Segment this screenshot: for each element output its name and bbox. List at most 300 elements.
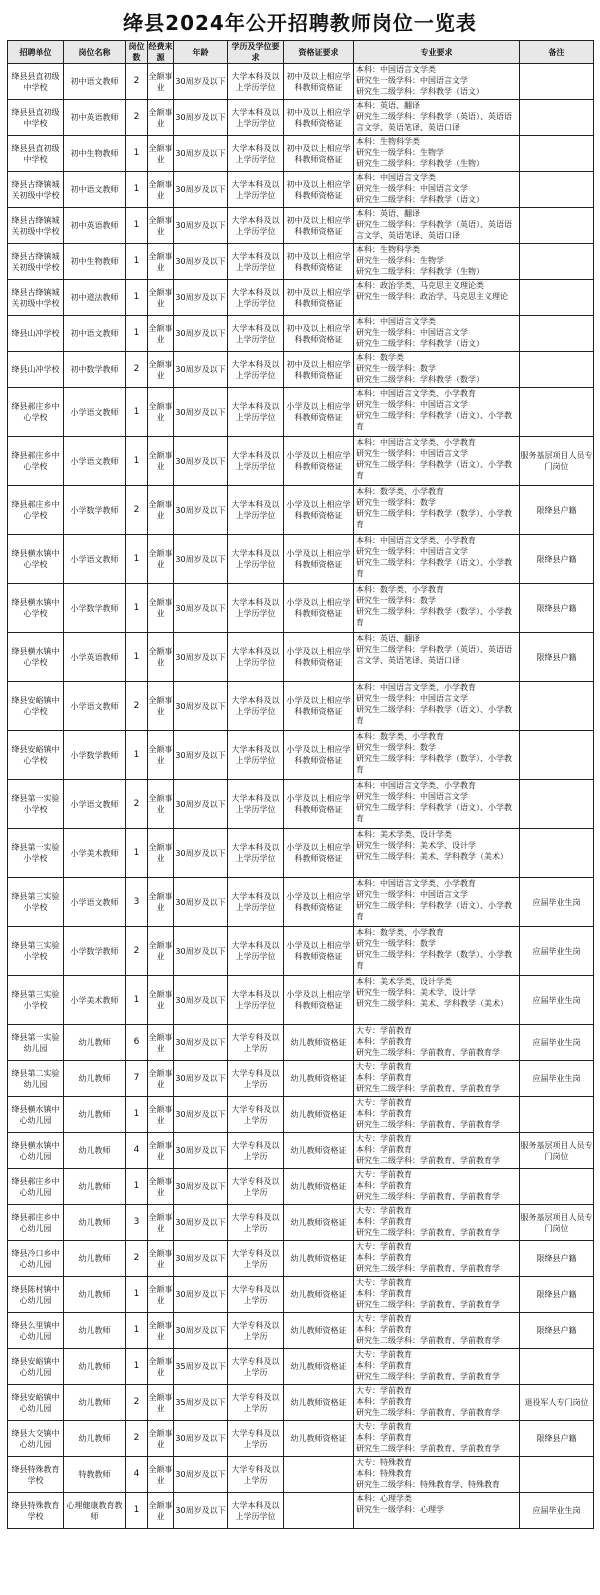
table-row [8, 1313, 594, 1349]
cell-major: 本科：中国语言文学类 研究生一级学科：中国语言文学 研究生二级学科：学科教学（语文） [354, 316, 520, 352]
cell-major: 本科：生物科学类 研究生一级学科：生物学 研究生二级学科：学科教学（生物） [354, 136, 520, 172]
cell-education: 大学本科及以上学历学位 [228, 535, 284, 584]
table-row [8, 1277, 594, 1313]
cell-fund: 全额事业 [148, 136, 174, 172]
cell-certificate: 幼儿教师资格证 [284, 1241, 354, 1277]
cell-count: 1 [126, 535, 148, 584]
cell-unit: 绛县郝庄乡中心幼儿园 [8, 1169, 64, 1205]
cell-major: 本科：心理学类 研究生一级学科：心理学 [354, 1493, 520, 1529]
cell-post: 特教教师 [64, 1457, 126, 1493]
cell-post: 幼儿教师 [64, 1241, 126, 1277]
cell-unit: 绛县安峪镇中心学校 [8, 731, 64, 780]
cell-unit: 绛县冷口乡中心幼儿园 [8, 1241, 64, 1277]
header-post: 岗位名称 [64, 41, 126, 64]
cell-fund: 全额事业 [148, 1133, 174, 1169]
cell-major: 大专：特殊教育 本科：特殊教育 研究生二级学科：特殊教育学、特殊教育 [354, 1457, 520, 1493]
cell-education: 大学本科及以上学历学位 [228, 731, 284, 780]
cell-unit: 绛县安峪镇中心幼儿园 [8, 1385, 64, 1421]
cell-count: 1 [126, 280, 148, 316]
cell-fund: 全额事业 [148, 1385, 174, 1421]
table-row [8, 136, 594, 172]
cell-major: 大专：学前教育 本科：学前教育 研究生二级学科：学前教育、学前教育学 [354, 1133, 520, 1169]
cell-fund: 全额事业 [148, 352, 174, 388]
cell-unit: 绛县横水镇中心幼儿园 [8, 1133, 64, 1169]
cell-age: 30周岁及以下 [174, 1277, 228, 1313]
header-education: 学历及学位要求 [228, 41, 284, 64]
cell-count: 1 [126, 1277, 148, 1313]
cell-major: 本科：数学类、小学教育 研究生一级学科：数学 研究生二级学科：学科教学（数学）、小学教育 [354, 486, 520, 535]
cell-major: 大专：学前教育 本科：学前教育 研究生二级学科：学前教育、学前教育学 [354, 1025, 520, 1061]
positions-table [7, 40, 594, 1529]
cell-education: 大学本科及以上学历学位 [228, 280, 284, 316]
cell-age: 30周岁及以下 [174, 172, 228, 208]
cell-age: 30周岁及以下 [174, 731, 228, 780]
cell-education: 大学本科及以上学历学位 [228, 780, 284, 829]
cell-certificate: 小学及以上相应学科教师资格证 [284, 682, 354, 731]
cell-major: 本科：中国语言文学类 研究生一级学科：中国语言文学 研究生二级学科：学科教学（语文） [354, 64, 520, 100]
cell-certificate: 幼儿教师资格证 [284, 1061, 354, 1097]
table-row [8, 208, 594, 244]
header-fund: 经费来源 [148, 42, 173, 62]
cell-count: 1 [126, 976, 148, 1025]
cell-post: 幼儿教师 [64, 1169, 126, 1205]
cell-major: 大专：学前教育 本科：学前教育 研究生二级学科：学前教育、学前教育学 [354, 1097, 520, 1133]
cell-note [520, 64, 594, 100]
cell-education: 大学本科及以上学历学位 [228, 829, 284, 878]
cell-unit: 绛县第三实验小学校 [8, 927, 64, 976]
cell-education: 大学专科及以上学历 [228, 1421, 284, 1457]
cell-note: 限绛县户籍 [520, 1421, 594, 1457]
header-unit: 招聘单位 [8, 41, 64, 64]
cell-note [520, 100, 594, 136]
table-row [8, 535, 594, 584]
cell-post: 初中数学教师 [64, 352, 126, 388]
cell-note [520, 280, 594, 316]
cell-fund: 全额事业 [148, 682, 174, 731]
cell-certificate: 初中及以上相应学科教师资格证 [284, 280, 354, 316]
cell-count: 1 [126, 316, 148, 352]
cell-fund: 全额事业 [148, 731, 174, 780]
cell-fund: 全额事业 [148, 780, 174, 829]
table-row [8, 633, 594, 682]
cell-major: 本科：美术学类、设计学类 研究生一级学科：美术学、设计学 研究生二级学科：美术、学科教学（美术） [354, 829, 520, 878]
cell-education: 大学专科及以上学历 [228, 1205, 284, 1241]
cell-fund: 全额事业 [148, 584, 174, 633]
cell-note: 服务基层项目人员专门岗位 [520, 437, 594, 486]
cell-unit: 绛县第三实验小学校 [8, 976, 64, 1025]
cell-major: 大专：学前教育 本科：学前教育 研究生二级学科：学前教育、学前教育学 [354, 1169, 520, 1205]
cell-education: 大学本科及以上学历学位 [228, 437, 284, 486]
cell-post: 幼儿教师 [64, 1205, 126, 1241]
cell-major: 大专：学前教育 本科：学前教育 研究生二级学科：学前教育、学前教育学 [354, 1241, 520, 1277]
cell-fund: 全额事业 [148, 388, 174, 437]
cell-major: 本科：英语、翻译 研究生二级学科：学科教学（英语）、英语语言文学、英语笔译、英语口译 [354, 100, 520, 136]
cell-post: 小学美术教师 [64, 829, 126, 878]
cell-post: 幼儿教师 [64, 1313, 126, 1349]
cell-count: 2 [126, 352, 148, 388]
cell-fund: 全额事业 [148, 208, 174, 244]
header-age: 年龄 [174, 41, 228, 64]
cell-age: 30周岁及以下 [174, 64, 228, 100]
cell-note [520, 731, 594, 780]
table-row [8, 1493, 594, 1529]
cell-age: 30周岁及以下 [174, 633, 228, 682]
cell-certificate: 小学及以上相应学科教师资格证 [284, 486, 354, 535]
cell-note: 限绛县户籍 [520, 1241, 594, 1277]
cell-fund: 全额事业 [148, 100, 174, 136]
table-row [8, 1349, 594, 1385]
cell-count: 2 [126, 100, 148, 136]
cell-note [520, 780, 594, 829]
cell-post: 初中语文教师 [64, 172, 126, 208]
table-header-row [8, 41, 594, 64]
table-row [8, 64, 594, 100]
cell-education: 大学专科及以上学历 [228, 1277, 284, 1313]
cell-age: 30周岁及以下 [174, 316, 228, 352]
cell-education: 大学本科及以上学历学位 [228, 682, 284, 731]
cell-post: 幼儿教师 [64, 1421, 126, 1457]
cell-age: 30周岁及以下 [174, 1169, 228, 1205]
cell-education: 大学本科及以上学历学位 [228, 136, 284, 172]
table-row [8, 244, 594, 280]
table-row [8, 280, 594, 316]
cell-certificate: 初中及以上相应学科教师资格证 [284, 244, 354, 280]
cell-post: 小学语文教师 [64, 780, 126, 829]
cell-certificate: 幼儿教师资格证 [284, 1421, 354, 1457]
cell-count: 1 [126, 1493, 148, 1529]
table-row [8, 1169, 594, 1205]
header-note: 备注 [520, 41, 594, 64]
cell-note: 应届毕业生岗 [520, 1025, 594, 1061]
cell-major: 本科：数学类 研究生一级学科：数学 研究生二级学科：学科教学（数学） [354, 352, 520, 388]
table-row [8, 1133, 594, 1169]
cell-certificate: 幼儿教师资格证 [284, 1169, 354, 1205]
cell-unit: 绛县古绛镇城关初级中学校 [8, 208, 64, 244]
cell-post: 幼儿教师 [64, 1061, 126, 1097]
cell-fund: 全额事业 [148, 927, 174, 976]
cell-count: 1 [126, 1169, 148, 1205]
cell-fund: 全额事业 [148, 1205, 174, 1241]
cell-fund: 全额事业 [148, 1457, 174, 1493]
cell-unit: 绛县县直初级中学校 [8, 136, 64, 172]
cell-note [520, 1457, 594, 1493]
cell-count: 2 [126, 927, 148, 976]
cell-education: 大学本科及以上学历学位 [228, 633, 284, 682]
cell-post: 小学英语教师 [64, 633, 126, 682]
cell-certificate: 小学及以上相应学科教师资格证 [284, 388, 354, 437]
table-row [8, 1241, 594, 1277]
cell-certificate: 小学及以上相应学科教师资格证 [284, 976, 354, 1025]
cell-unit: 绛县特殊教育学校 [8, 1493, 64, 1529]
table-body [8, 64, 594, 1529]
cell-note: 限绛县户籍 [520, 1277, 594, 1313]
cell-post: 幼儿教师 [64, 1133, 126, 1169]
cell-count: 2 [126, 1421, 148, 1457]
cell-note: 应届毕业生岗 [520, 976, 594, 1025]
cell-count: 1 [126, 1313, 148, 1349]
cell-certificate: 初中及以上相应学科教师资格证 [284, 316, 354, 352]
cell-certificate: 初中及以上相应学科教师资格证 [284, 64, 354, 100]
cell-unit: 绛县横水镇中心幼儿园 [8, 1097, 64, 1133]
cell-education: 大学本科及以上学历学位 [228, 584, 284, 633]
cell-count: 1 [126, 208, 148, 244]
cell-post: 小学语文教师 [64, 388, 126, 437]
cell-education: 大学专科及以上学历 [228, 1385, 284, 1421]
table-row [8, 352, 594, 388]
cell-post: 小学美术教师 [64, 976, 126, 1025]
table-row [8, 829, 594, 878]
cell-certificate [284, 1457, 354, 1493]
cell-certificate: 初中及以上相应学科教师资格证 [284, 100, 354, 136]
cell-major: 本科：中国语言文学类、小学教育 研究生一级学科：中国语言文学 研究生二级学科：学科教学（语文）、小学教育 [354, 388, 520, 437]
cell-age: 30周岁及以下 [174, 535, 228, 584]
cell-education: 大学本科及以上学历学位 [228, 878, 284, 927]
table-row [8, 388, 594, 437]
cell-note [520, 316, 594, 352]
cell-count: 1 [126, 388, 148, 437]
cell-age: 35周岁及以下 [174, 1349, 228, 1385]
cell-age: 35周岁及以下 [174, 1385, 228, 1421]
cell-note [520, 1349, 594, 1385]
cell-education: 大学本科及以上学历学位 [228, 388, 284, 437]
cell-age: 30周岁及以下 [174, 780, 228, 829]
cell-education: 大学本科及以上学历学位 [228, 352, 284, 388]
cell-note [520, 1169, 594, 1205]
cell-age: 30周岁及以下 [174, 1097, 228, 1133]
cell-post: 小学语文教师 [64, 437, 126, 486]
cell-age: 30周岁及以下 [174, 1025, 228, 1061]
cell-note: 限绛县户籍 [520, 1313, 594, 1349]
cell-note: 限绛县户籍 [520, 633, 594, 682]
cell-unit: 绛县第三实验小学校 [8, 878, 64, 927]
cell-certificate: 小学及以上相应学科教师资格证 [284, 829, 354, 878]
cell-post: 初中语文教师 [64, 316, 126, 352]
cell-age: 30周岁及以下 [174, 486, 228, 535]
cell-age: 30周岁及以下 [174, 280, 228, 316]
cell-certificate: 初中及以上相应学科教师资格证 [284, 172, 354, 208]
cell-post: 初中生物教师 [64, 136, 126, 172]
header-count: 岗位数 [126, 41, 148, 64]
cell-fund: 全额事业 [148, 64, 174, 100]
cell-fund: 全额事业 [148, 1421, 174, 1457]
cell-count: 1 [126, 1349, 148, 1385]
cell-fund: 全额事业 [148, 633, 174, 682]
cell-note: 应届毕业生岗 [520, 878, 594, 927]
cell-fund: 全额事业 [148, 280, 174, 316]
table-row [8, 1457, 594, 1493]
cell-certificate: 幼儿教师资格证 [284, 1349, 354, 1385]
cell-unit: 绛县山冲学校 [8, 352, 64, 388]
table-row [8, 682, 594, 731]
cell-count: 2 [126, 682, 148, 731]
cell-age: 30周岁及以下 [174, 100, 228, 136]
cell-post: 初中英语教师 [64, 100, 126, 136]
table-row [8, 584, 594, 633]
table-row [8, 1205, 594, 1241]
cell-major: 本科：中国语言文学类、小学教育 研究生一级学科：中国语言文学 研究生二级学科：学科教学（语文）、小学教育 [354, 780, 520, 829]
cell-education: 大学本科及以上学历学位 [228, 976, 284, 1025]
cell-major: 大专：学前教育 本科：学前教育 研究生二级学科：学前教育、学前教育学 [354, 1421, 520, 1457]
cell-certificate: 幼儿教师资格证 [284, 1385, 354, 1421]
cell-unit: 绛县大交镇中心幼儿园 [8, 1421, 64, 1457]
cell-age: 30周岁及以下 [174, 1133, 228, 1169]
cell-certificate: 幼儿教师资格证 [284, 1025, 354, 1061]
cell-fund: 全额事业 [148, 172, 174, 208]
cell-count: 1 [126, 633, 148, 682]
cell-note: 服务基层项目人员专门岗位 [520, 1205, 594, 1241]
cell-education: 大学本科及以上学历学位 [228, 316, 284, 352]
table-row [8, 976, 594, 1025]
cell-count: 2 [126, 1385, 148, 1421]
cell-fund: 全额事业 [148, 1061, 174, 1097]
cell-post: 心理健康教育教师 [64, 1493, 126, 1529]
cell-fund: 全额事业 [148, 1277, 174, 1313]
table-row [8, 878, 594, 927]
cell-education: 大学专科及以上学历 [228, 1349, 284, 1385]
cell-fund: 全额事业 [148, 316, 174, 352]
cell-major: 大专：学前教育 本科：学前教育 研究生二级学科：学前教育、学前教育学 [354, 1313, 520, 1349]
header-certificate: 资格证要求 [284, 41, 354, 64]
cell-education: 大学本科及以上学历学位 [228, 1493, 284, 1529]
cell-education: 大学专科及以上学历 [228, 1061, 284, 1097]
cell-major: 本科：数学类、小学教育 研究生一级学科：数学 研究生二级学科：学科教学（数学）、小学教育 [354, 927, 520, 976]
cell-note [520, 172, 594, 208]
cell-note: 限绛县户籍 [520, 486, 594, 535]
cell-note [520, 682, 594, 731]
cell-unit: 绛县第一实验小学校 [8, 780, 64, 829]
cell-fund: 全额事业 [148, 829, 174, 878]
cell-age: 30周岁及以下 [174, 1421, 228, 1457]
cell-fund: 全额事业 [148, 1241, 174, 1277]
cell-age: 30周岁及以下 [174, 976, 228, 1025]
cell-count: 1 [126, 172, 148, 208]
cell-age: 30周岁及以下 [174, 244, 228, 280]
cell-post: 幼儿教师 [64, 1277, 126, 1313]
cell-age: 30周岁及以下 [174, 208, 228, 244]
table-row [8, 927, 594, 976]
table-row [8, 1097, 594, 1133]
cell-unit: 绛县第二实验幼儿园 [8, 1061, 64, 1097]
cell-fund: 全额事业 [148, 1493, 174, 1529]
cell-education: 大学本科及以上学历学位 [228, 244, 284, 280]
cell-post: 小学语文教师 [64, 878, 126, 927]
cell-major: 大专：学前教育 本科：学前教育 研究生二级学科：学前教育、学前教育学 [354, 1385, 520, 1421]
cell-major: 本科：中国语言文学类、小学教育 研究生一级学科：中国语言文学 研究生二级学科：学科教学（语文）、小学教育 [354, 437, 520, 486]
cell-certificate: 小学及以上相应学科教师资格证 [284, 731, 354, 780]
table-row [8, 486, 594, 535]
cell-education: 大学专科及以上学历 [228, 1097, 284, 1133]
cell-count: 2 [126, 1241, 148, 1277]
cell-fund: 全额事业 [148, 535, 174, 584]
cell-age: 30周岁及以下 [174, 136, 228, 172]
cell-unit: 绛县古绛镇城关初级中学校 [8, 244, 64, 280]
cell-fund: 全额事业 [148, 1025, 174, 1061]
cell-note: 应届毕业生岗 [520, 927, 594, 976]
cell-certificate [284, 1493, 354, 1529]
cell-count: 1 [126, 829, 148, 878]
cell-note: 限绛县户籍 [520, 584, 594, 633]
cell-unit: 绛县县直初级中学校 [8, 100, 64, 136]
cell-count: 1 [126, 731, 148, 780]
cell-certificate: 小学及以上相应学科教师资格证 [284, 584, 354, 633]
cell-age: 30周岁及以下 [174, 388, 228, 437]
cell-major: 本科：中国语言文学类 研究生一级学科：中国语言文学 研究生二级学科：学科教学（语文） [354, 172, 520, 208]
cell-note [520, 244, 594, 280]
cell-age: 30周岁及以下 [174, 352, 228, 388]
cell-certificate: 小学及以上相应学科教师资格证 [284, 878, 354, 927]
cell-note: 应届毕业生岗 [520, 1061, 594, 1097]
cell-count: 4 [126, 1133, 148, 1169]
cell-certificate: 幼儿教师资格证 [284, 1277, 354, 1313]
table-row [8, 172, 594, 208]
cell-unit: 绛县郝庄乡中心学校 [8, 486, 64, 535]
cell-major: 大专：学前教育 本科：学前教育 研究生二级学科：学前教育、学前教育学 [354, 1061, 520, 1097]
table-row [8, 1025, 594, 1061]
cell-unit: 绛县横水镇中心学校 [8, 584, 64, 633]
cell-fund: 全额事业 [148, 878, 174, 927]
cell-certificate: 幼儿教师资格证 [284, 1097, 354, 1133]
cell-education: 大学本科及以上学历学位 [228, 172, 284, 208]
cell-major: 本科：生物科学类 研究生一级学科：生物学 研究生二级学科：学科教学（生物） [354, 244, 520, 280]
cell-count: 1 [126, 244, 148, 280]
cell-count: 1 [126, 584, 148, 633]
cell-count: 7 [126, 1061, 148, 1097]
cell-count: 1 [126, 437, 148, 486]
cell-unit: 绛县特殊教育学校 [8, 1457, 64, 1493]
cell-post: 幼儿教师 [64, 1349, 126, 1385]
cell-certificate: 幼儿教师资格证 [284, 1313, 354, 1349]
cell-unit: 绛县郝庄乡中心学校 [8, 388, 64, 437]
cell-major: 本科：中国语言文学类、小学教育 研究生一级学科：中国语言文学 研究生二级学科：学科教学（语文）、小学教育 [354, 535, 520, 584]
cell-certificate: 幼儿教师资格证 [284, 1205, 354, 1241]
cell-unit: 绛县郝庄乡中心幼儿园 [8, 1205, 64, 1241]
cell-major: 大专：学前教育 本科：学前教育 研究生二级学科：学前教育、学前教育学 [354, 1205, 520, 1241]
cell-education: 大学专科及以上学历 [228, 1133, 284, 1169]
cell-count: 1 [126, 136, 148, 172]
cell-age: 30周岁及以下 [174, 829, 228, 878]
cell-education: 大学专科及以上学历 [228, 1169, 284, 1205]
cell-age: 30周岁及以下 [174, 682, 228, 731]
cell-note [520, 829, 594, 878]
table-row [8, 437, 594, 486]
cell-count: 2 [126, 486, 148, 535]
cell-certificate: 初中及以上相应学科教师资格证 [284, 208, 354, 244]
cell-unit: 绛县县直初级中学校 [8, 64, 64, 100]
cell-major: 本科：中国语言文学类、小学教育 研究生一级学科：中国语言文学 研究生二级学科：学科教学（语文）、小学教育 [354, 878, 520, 927]
cell-unit: 绛县安峪镇中心幼儿园 [8, 1349, 64, 1385]
table-row [8, 1061, 594, 1097]
cell-age: 30周岁及以下 [174, 1241, 228, 1277]
cell-major: 本科：数学类、小学教育 研究生一级学科：数学 研究生二级学科：学科教学（数学）、小学教育 [354, 584, 520, 633]
cell-post: 小学数学教师 [64, 731, 126, 780]
cell-post: 幼儿教师 [64, 1097, 126, 1133]
cell-post: 小学语文教师 [64, 682, 126, 731]
cell-certificate: 小学及以上相应学科教师资格证 [284, 780, 354, 829]
cell-major: 本科：数学类、小学教育 研究生一级学科：数学 研究生二级学科：学科教学（数学）、小学教育 [354, 731, 520, 780]
cell-unit: 绛县陈村镇中心幼儿园 [8, 1277, 64, 1313]
cell-count: 3 [126, 878, 148, 927]
cell-fund: 全额事业 [148, 976, 174, 1025]
cell-major: 本科：中国语言文学类、小学教育 研究生一级学科：中国语言文学 研究生二级学科：学科教学（语文）、小学教育 [354, 682, 520, 731]
cell-unit: 绛县郝庄乡中心学校 [8, 437, 64, 486]
cell-count: 2 [126, 780, 148, 829]
table-row [8, 1421, 594, 1457]
cell-note [520, 352, 594, 388]
cell-post: 初中英语教师 [64, 208, 126, 244]
cell-major: 本科：政治学类、马克思主义理论类 研究生一级学科：政治学、马克思主义理论 [354, 280, 520, 316]
table-row [8, 316, 594, 352]
cell-post: 小学语文教师 [64, 535, 126, 584]
